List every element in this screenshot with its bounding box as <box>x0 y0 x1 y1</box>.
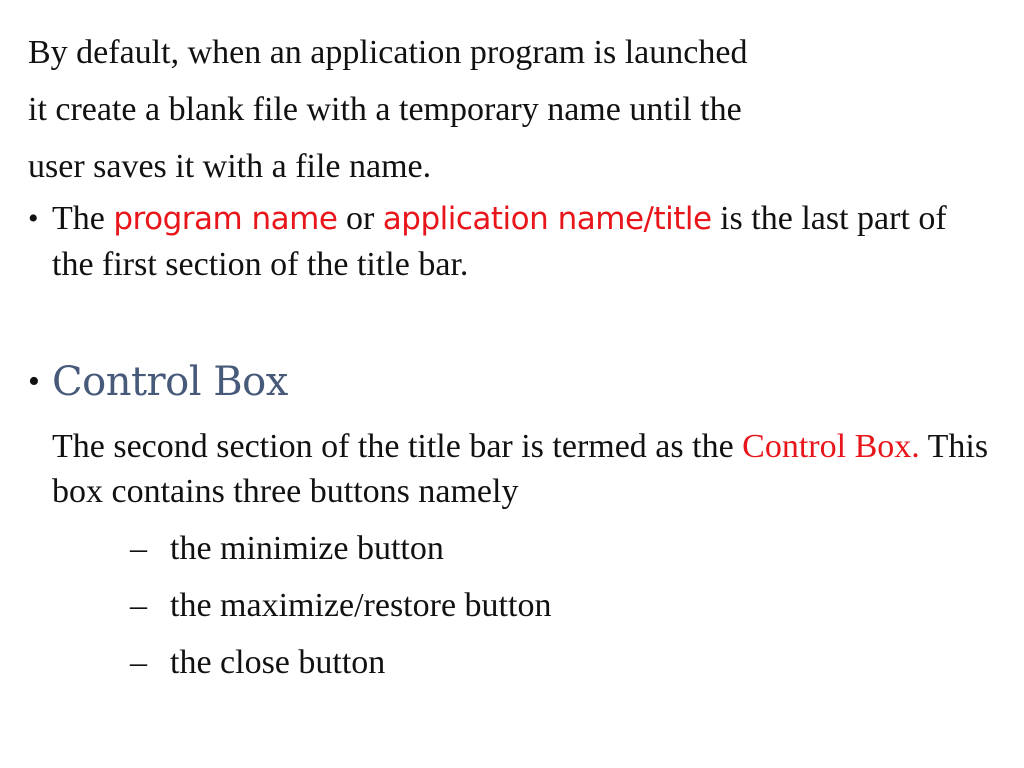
section-heading: Control Box <box>52 359 288 405</box>
bullet-prefix: The <box>52 200 114 237</box>
list-item-text: the minimize button <box>170 530 444 567</box>
dash-marker: – <box>130 587 147 624</box>
section-heading-row <box>28 356 288 408</box>
bullet-marker: • <box>28 363 40 400</box>
dash-marker: – <box>130 530 147 567</box>
intro-paragraph <box>28 24 988 195</box>
button-list <box>130 520 551 691</box>
intro-line-2: it create a blank file with a temporary name until the <box>28 91 742 128</box>
bullet-mid: or <box>337 200 383 237</box>
bullet-text <box>52 196 962 287</box>
term-program-name: program name <box>113 201 338 237</box>
intro-line-1: By default, when an application program is launched <box>28 34 748 71</box>
list-item-text: the maximize/restore button <box>170 587 552 624</box>
list-item <box>130 520 551 577</box>
intro-line-3: user saves it with a file name. <box>28 148 432 185</box>
bullet-program-name <box>28 196 988 287</box>
term-control-box: Control Box. <box>742 428 920 465</box>
list-item <box>130 577 551 634</box>
dash-marker: – <box>130 644 147 681</box>
para-before: The second section of the title bar is termed as the <box>52 428 743 465</box>
list-item <box>130 634 551 691</box>
list-item-text: the close button <box>170 644 386 681</box>
bullet-suffix: is the last part of the first section of the title bar. <box>52 200 947 283</box>
term-application-name: application name/title <box>382 201 712 237</box>
control-box-paragraph <box>52 424 992 514</box>
bullet-marker: • <box>28 202 39 235</box>
para-after: This box contains three buttons namely <box>52 428 989 510</box>
